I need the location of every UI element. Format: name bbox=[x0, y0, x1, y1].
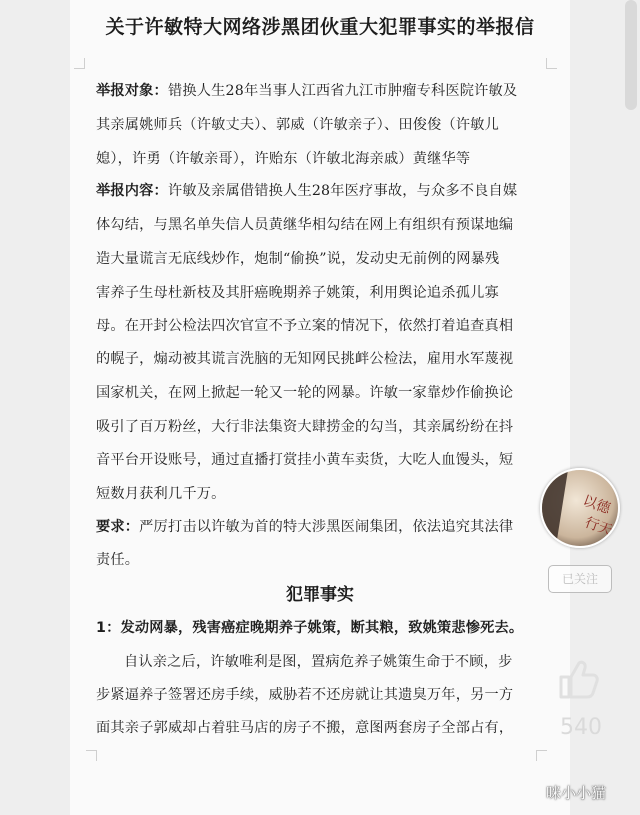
watermark-username: 咪小小猫 bbox=[546, 784, 607, 802]
line-text: 面其亲子郭威却占着驻马店的房子不搬，意图两套房子全部占有， bbox=[96, 720, 514, 736]
line-text: 步紧逼养子签署还房手续，威胁若不还房就让其遗臭万年，另一方 bbox=[96, 687, 514, 703]
line-text: 短数月获利几千万。 bbox=[96, 486, 226, 502]
thumbs-up-icon[interactable] bbox=[555, 655, 603, 703]
svg-text:行天: 行天 bbox=[582, 514, 615, 540]
body-line bbox=[96, 248, 499, 268]
line-text: 责任。 bbox=[96, 552, 140, 568]
body-line bbox=[96, 449, 513, 469]
avatar[interactable] bbox=[540, 468, 620, 548]
document-title: 关于许敏特大网络涉黑团伙重大犯罪事实的举报信 bbox=[105, 16, 535, 38]
page-corner-mark bbox=[546, 58, 557, 69]
body-line bbox=[96, 549, 139, 569]
body-line bbox=[96, 416, 513, 436]
body-line bbox=[96, 315, 513, 335]
page-corner-mark bbox=[536, 750, 547, 761]
svg-text:以德: 以德 bbox=[580, 492, 613, 518]
line-text: 严厉打击以许敏为首的特大涉黑医闹集团，依法追究其法律 bbox=[139, 519, 514, 535]
body-line bbox=[96, 348, 513, 368]
line-text: 自认亲之后，许敏唯利是图，置病危养子姚策生命于不顾，步 bbox=[124, 654, 513, 670]
body-line bbox=[96, 114, 499, 134]
line-text: 的幌子，煽动被其谎言洗脑的无知网民挑衅公检法，雇用水军蔑视 bbox=[96, 351, 514, 367]
line-text: 错换人生28年当事人江西省九江市肿瘤专科医院许敏及 bbox=[167, 83, 518, 99]
body-line bbox=[96, 282, 499, 302]
section-heading bbox=[96, 617, 523, 637]
line-text: 国家机关，在网上掀起一轮又一轮的网暴。许敏一家靠炒作偷换论 bbox=[96, 385, 514, 401]
line-label: 举报对象： bbox=[96, 83, 168, 99]
line-text: 其亲属姚师兵（许敏丈夫）、郭威（许敏亲子）、田俊俊（许敏儿 bbox=[96, 117, 500, 133]
body-line bbox=[124, 651, 512, 671]
line-text: 吸引了百万粉丝，大行非法集资大肆捞金的勾当，其亲属纷纷在抖 bbox=[96, 419, 514, 435]
line-text: 母。在开封公检法四次官宣不予立案的情况下，依然打着追查真相 bbox=[96, 318, 514, 334]
body-line bbox=[96, 684, 513, 704]
line-text: 许敏及亲属借错换人生28年医疗事故，与众多不良自媒 bbox=[167, 183, 518, 199]
follow-button[interactable]: 已关注 bbox=[548, 565, 612, 593]
avatar-image bbox=[542, 470, 618, 546]
body-line bbox=[96, 382, 513, 402]
line-text: 1：发动网暴，残害癌症晚期养子姚策，断其粮，致姚策悲惨死去。 bbox=[96, 620, 524, 636]
page-corner-mark bbox=[74, 58, 85, 69]
body-line bbox=[96, 180, 517, 200]
body-line bbox=[96, 717, 513, 737]
line-label: 要求： bbox=[96, 519, 140, 535]
body-line bbox=[96, 148, 470, 168]
page-corner-mark bbox=[86, 750, 97, 761]
like-count: 540 bbox=[560, 715, 602, 740]
body-line bbox=[96, 516, 513, 536]
body-line bbox=[96, 80, 517, 100]
body-line bbox=[96, 214, 513, 234]
line-text: 体勾结，与黑名单失信人员黄继华相勾结在网上有组织有预谋地编 bbox=[96, 217, 514, 233]
line-text: 媳），许勇（许敏亲哥），许贻东（许敏北海亲戚）黄继华等 bbox=[96, 151, 471, 167]
line-label: 举报内容： bbox=[96, 183, 168, 199]
body-line bbox=[96, 483, 226, 503]
line-text: 造大量谎言无底线炒作，炮制“偷换”说，发动史无前例的网暴残 bbox=[96, 251, 500, 267]
line-text: 害养子生母杜新枝及其肝癌晚期养子姚策，利用舆论追杀孤儿寡 bbox=[96, 285, 499, 301]
line-text: 音平台开设账号，通过直播打赏挂小黄车卖货，大吃人血馒头，短 bbox=[96, 452, 514, 468]
section-title: 犯罪事实 bbox=[286, 585, 354, 605]
